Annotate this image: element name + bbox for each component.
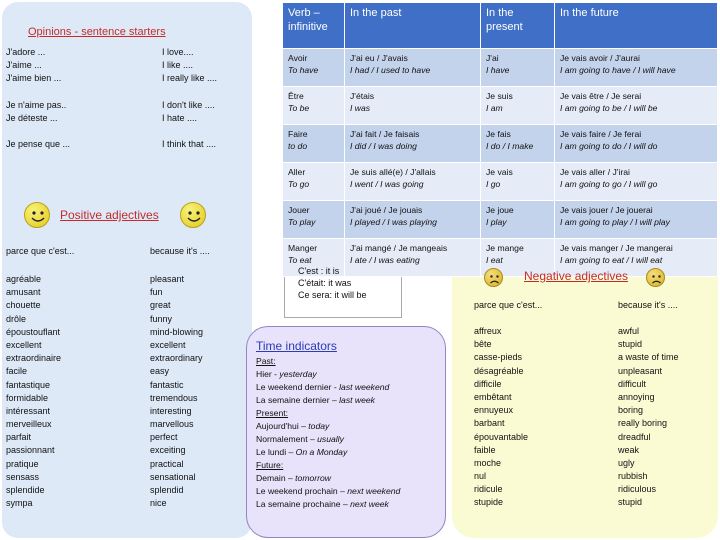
negative-adjective-en: ridiculous: [618, 484, 657, 495]
positive-header-en: because it's ....: [150, 246, 210, 256]
verb-form-en: To eat: [288, 255, 312, 265]
cest-line: C'était: it was: [298, 278, 352, 288]
verb-cell-future: [555, 125, 718, 163]
positive-adjective-en: pleasant: [150, 274, 185, 284]
verb-form-en: I had / I used to have: [350, 65, 431, 75]
verb-form-fr: Je suis: [486, 91, 513, 101]
opinion-starter-fr: J'adore ...: [6, 47, 46, 57]
positive-adjective-fr: amusant: [6, 287, 41, 298]
negative-adjective-en: stupid: [618, 339, 643, 350]
negative-adjectives-title: Negative adjectives: [524, 269, 629, 283]
positive-adjective-fr: merveilleux: [6, 419, 52, 430]
time-item: La semaine dernier – last week: [256, 395, 375, 405]
verb-form-en: I play: [486, 217, 507, 227]
time-item: Hier - yesterday: [256, 369, 317, 379]
verb-cell-present: [481, 163, 555, 201]
header-past: In the past: [345, 3, 481, 49]
opinion-starter-en: [162, 125, 217, 138]
opinion-starter-fr: Je déteste ...: [6, 112, 58, 123]
positive-adjective-fr: sympa: [6, 498, 33, 509]
verb-cell-past: [345, 125, 481, 163]
negative-adjective-en: boring: [618, 405, 644, 416]
verb-cell-past: [345, 163, 481, 201]
positive-adjective-en: easy: [150, 366, 170, 377]
verb-row: [283, 125, 718, 163]
positive-french-list: [6, 273, 61, 510]
positive-adjective-fr: formidable: [6, 392, 49, 403]
negative-adjective-en: a waste of time: [618, 352, 679, 363]
opinion-starter-fr: J'aime bien ...: [6, 73, 62, 84]
positive-adjective-fr: chouette: [6, 300, 41, 311]
verb-cell-infinitive: [283, 163, 345, 201]
negative-adjective-fr: difficile: [474, 378, 502, 389]
verb-row: [283, 201, 718, 239]
verb-form-fr: Je vais aller / J'irai: [560, 167, 630, 177]
verb-form-en: I went / I was going: [350, 179, 424, 189]
negative-adjective-fr: moche: [474, 457, 502, 468]
negative-adjective-en: weak: [618, 444, 640, 455]
positive-adjective-fr: sensass: [6, 471, 40, 482]
verb-cell-infinitive: [283, 125, 345, 163]
positive-adjective-en: exceiting: [150, 445, 186, 456]
verb-form-en: I am going to have / I will have: [560, 65, 676, 75]
negative-adjective-en: ugly: [618, 457, 635, 468]
verb-form-fr: J'ai fait / Je faisais: [350, 129, 420, 139]
verb-form-en: I am going to be / I will be: [560, 103, 658, 113]
negative-adjective-fr: bête: [474, 339, 492, 350]
positive-adjective-en: mind-blowing: [150, 326, 204, 337]
negative-french-list: [474, 325, 528, 510]
positive-adjective-fr: extraordinaire: [6, 353, 62, 364]
verb-cell-present: [481, 49, 555, 87]
time-item: Le weekend prochain – next weekend: [256, 486, 401, 496]
opinion-starter-en: I don't like ....: [162, 99, 215, 110]
verb-cell-present: [481, 201, 555, 239]
verb-form-fr: Je vais jouer / Je jouerai: [560, 205, 653, 215]
negative-adjective-en: stupid: [618, 497, 643, 508]
verb-cell-future: [555, 87, 718, 125]
verb-form-en: to do: [288, 141, 308, 151]
verb-form-fr: J'ai eu / J'avais: [350, 53, 408, 63]
verb-tense-table: [282, 2, 718, 277]
verb-cell-infinitive: [283, 201, 345, 239]
sad-face-icon: [646, 268, 665, 287]
positive-adjective-en: interesting: [150, 405, 192, 416]
verb-form-fr: Je joue: [486, 205, 514, 215]
negative-adjective-fr: barbant: [474, 418, 505, 429]
positive-adjective-en: great: [150, 300, 171, 311]
negative-header-en: because it's ....: [618, 300, 678, 310]
header-present: In the present: [481, 3, 555, 49]
positive-adjective-en: splendid: [150, 485, 184, 495]
smiley-face-icon: [24, 202, 50, 228]
verb-form-fr: Je vais manger / Je mangerai: [560, 243, 673, 253]
negative-adjective-en: unpleasant: [618, 365, 663, 376]
positive-adjective-en: funny: [150, 313, 173, 324]
verb-form-en: To go: [288, 179, 310, 189]
negative-adjective-fr: casse-pieds: [474, 352, 523, 363]
present-label: Present:: [256, 408, 289, 418]
verb-row: [283, 49, 718, 87]
verb-form-en: I go: [486, 179, 501, 189]
verb-form-fr: Aller: [288, 167, 306, 177]
negative-adjective-fr: ennuyeux: [474, 405, 514, 416]
verb-form-en: I eat: [486, 255, 503, 265]
opinions-title: Opinions - sentence starters: [28, 26, 166, 38]
positive-adjective-fr: agréable: [6, 274, 42, 284]
verb-cell-present: [481, 125, 555, 163]
verb-form-fr: Je vais avoir / J'aurai: [560, 53, 640, 63]
verb-form-en: I do / I make: [486, 141, 534, 151]
negative-adjective-fr: désagréable: [474, 365, 524, 376]
positive-adjective-en: nice: [150, 498, 167, 509]
time-item: Aujourd'hui – today: [256, 421, 330, 431]
opinion-starter-en: I think that ....: [162, 139, 217, 150]
verb-cell-infinitive: [283, 49, 345, 87]
negative-adjective-fr: ridicule: [474, 484, 503, 495]
opinion-starter-en: I hate ....: [162, 112, 198, 123]
positive-adjective-fr: parfait: [6, 432, 32, 443]
verb-form-fr: Je vais faire / Je ferai: [560, 129, 642, 139]
positive-adjective-en: extraordinary: [150, 353, 203, 364]
verb-form-en: I am going to play / I will play: [560, 217, 670, 227]
negative-adjective-fr: faible: [474, 444, 496, 455]
verb-form-en: I am: [486, 103, 503, 113]
negative-adjective-fr: stupide: [474, 497, 504, 508]
verb-form-en: I did / I was doing: [350, 141, 417, 151]
positive-adjective-en: sensational: [150, 471, 196, 482]
verb-form-en: I was: [350, 103, 371, 113]
positive-adjective-en: practical: [150, 458, 184, 469]
cest-lines: [298, 265, 367, 301]
verb-cell-future: [555, 163, 718, 201]
verb-form-en: I am going to do / I will do: [560, 141, 658, 151]
opinion-starter-en: [162, 86, 217, 99]
cest-line: C'est : it is: [298, 266, 340, 276]
verb-table-header-row: [283, 3, 718, 49]
verb-form-en: To have: [288, 65, 319, 75]
verb-form-fr: J'étais: [350, 91, 375, 101]
time-item: La semaine prochaine – next week: [256, 499, 389, 509]
positive-adjective-en: marvellous: [150, 419, 194, 430]
negative-adjective-fr: épouvantable: [474, 431, 529, 442]
past-label: Past:: [256, 356, 276, 366]
positive-adjective-fr: excellent: [6, 339, 42, 350]
negative-adjective-fr: affreux: [474, 326, 502, 336]
time-item: Normalement – usually: [256, 434, 344, 444]
verb-form-fr: J'ai mangé / Je mangeais: [350, 243, 448, 253]
verb-form-en: I am going to eat / I will eat: [560, 255, 663, 265]
positive-adjective-fr: intéressant: [6, 405, 51, 416]
negative-header-fr: parce que c'est...: [474, 300, 543, 310]
verb-form-fr: Être: [288, 91, 304, 101]
negative-english-list: [618, 325, 679, 510]
opinions-english-list: [162, 46, 217, 152]
verb-form-fr: Je fais: [486, 129, 511, 139]
sad-face-icon: [484, 268, 503, 287]
positive-adjective-fr: facile: [6, 366, 28, 377]
verb-form-fr: Je vais: [486, 167, 513, 177]
negative-adjective-en: really boring: [618, 418, 668, 429]
positive-adjective-fr: fantastique: [6, 379, 51, 390]
verb-form-en: To play: [288, 217, 316, 227]
negative-adjective-en: difficult: [618, 378, 646, 389]
negative-adjective-en: annoying: [618, 391, 655, 402]
negative-adjective-en: awful: [618, 326, 640, 336]
opinion-starter-en: I love....: [162, 47, 194, 57]
opinion-starter-fr: Je n'aime pas..: [6, 99, 67, 110]
positive-english-list: [150, 273, 203, 510]
verb-form-fr: Manger: [288, 243, 318, 253]
positive-adjective-en: tremendous: [150, 392, 198, 403]
negative-adjective-fr: embêtant: [474, 391, 512, 402]
positive-header-fr: parce que c'est...: [6, 246, 75, 256]
positive-adjective-en: perfect: [150, 432, 178, 443]
verb-form-fr: J'ai joué / Je jouais: [350, 205, 423, 215]
negative-adjective-fr: nul: [474, 471, 487, 482]
verb-cell-past: [345, 49, 481, 87]
header-future: In the future: [555, 3, 718, 49]
opinion-starter-fr: [6, 125, 70, 138]
positive-adjective-fr: époustouflant: [6, 326, 61, 337]
verb-cell-past: [345, 201, 481, 239]
verb-form-fr: Je mange: [486, 243, 524, 253]
positive-adjective-fr: passionnant: [6, 445, 55, 456]
verb-cell-infinitive: [283, 87, 345, 125]
opinion-starter-fr: J'aime ...: [6, 60, 42, 71]
positive-adjective-en: fantastic: [150, 379, 184, 390]
negative-adjective-en: dreadful: [618, 431, 651, 442]
verb-form-fr: Je suis allé(e) / J'allais: [350, 167, 436, 177]
negative-adjective-en: rubbish: [618, 471, 648, 482]
time-item: Le lundi – On a Monday: [256, 447, 348, 457]
cest-line: Ce sera: it will be: [298, 290, 367, 300]
opinion-starter-fr: Je pense que ...: [6, 139, 71, 150]
verb-form-en: I ate / I was eating: [350, 255, 420, 265]
opinion-starter-en: I like ....: [162, 60, 194, 71]
verb-form-en: I played / I was playing: [350, 217, 437, 227]
verb-form-fr: Je vais être / Je serai: [560, 91, 642, 101]
time-item: Le weekend dernier - last weekend: [256, 382, 390, 392]
positive-adjective-en: fun: [150, 287, 163, 298]
positive-adjective-fr: drôle: [6, 313, 27, 324]
header-infinitive: Verb – infinitive: [283, 3, 345, 49]
verb-row: [283, 87, 718, 125]
verb-form-en: I have: [486, 65, 510, 75]
positive-adjective-fr: splendide: [6, 485, 45, 495]
time-indicators-title: Time indicators: [256, 339, 337, 353]
verb-cell-future: [555, 201, 718, 239]
opinions-french-list: [6, 46, 70, 152]
positive-adjective-fr: pratique: [6, 458, 39, 469]
smiley-face-icon: [180, 202, 206, 228]
positive-adjective-en: excellent: [150, 339, 186, 350]
verb-form-fr: J'ai: [486, 53, 499, 63]
time-item: Demain – tomorrow: [256, 473, 331, 483]
verb-cell-past: [345, 87, 481, 125]
verb-form-fr: Faire: [288, 129, 308, 139]
verb-cell-present: [481, 87, 555, 125]
verb-row: [283, 163, 718, 201]
verb-form-fr: Avoir: [288, 53, 308, 63]
future-label: Future:: [256, 460, 284, 470]
verb-form-fr: Jouer: [288, 205, 310, 215]
opinion-starter-en: I really like ....: [162, 73, 218, 84]
opinion-starter-fr: [6, 86, 70, 99]
verb-cell-future: [555, 49, 718, 87]
time-indicators-list: [256, 355, 400, 511]
positive-adjectives-title: Positive adjectives: [60, 208, 159, 222]
verb-form-en: To be: [288, 103, 310, 113]
verb-form-en: I am going to go / I will go: [560, 179, 658, 189]
